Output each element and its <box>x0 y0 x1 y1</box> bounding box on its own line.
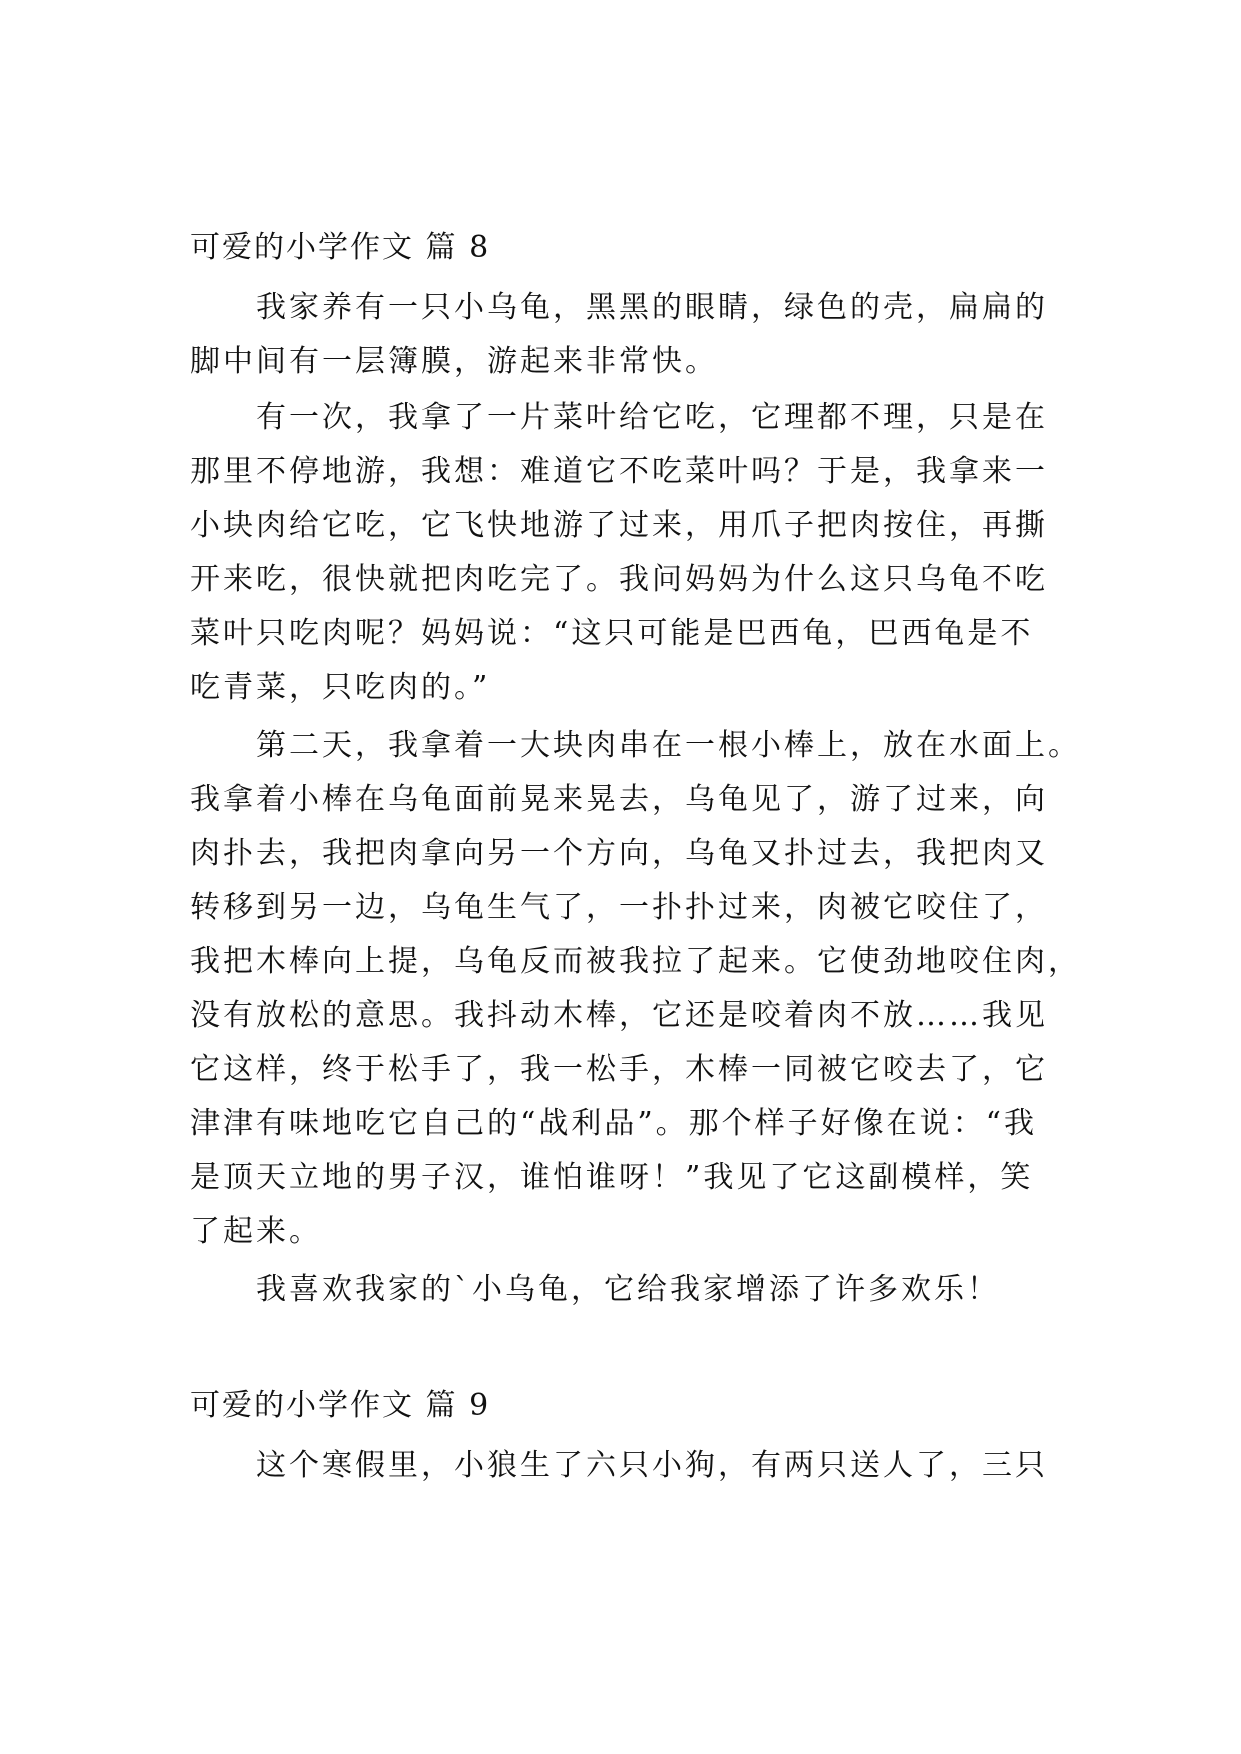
paragraph-line: 有一次，我拿了一片菜叶给它吃，它理都不理，只是在 <box>256 400 1048 435</box>
paragraph-line: 我家养有一只小乌龟，黑黑的眼睛，绿色的壳，扁扁的 <box>256 290 1048 325</box>
paragraph-line: 是顶天立地的男子汉，谁怕谁呀！”我见了它这副模样，笑 <box>190 1160 1034 1195</box>
paragraph-line: 吃青菜，只吃肉的。” <box>190 670 491 705</box>
paragraph-line: 小块肉给它吃，它飞快地游了过来，用爪子把肉按住，再撕 <box>190 508 1048 543</box>
paragraph-line: 它这样，终于松手了，我一松手，木棒一同被它咬去了，它 <box>190 1052 1048 1087</box>
paragraph-line: 津津有味地吃它自己的“战利品”。那个样子好像在说：“我 <box>190 1106 1038 1141</box>
paragraph-line: 我拿着小棒在乌龟面前晃来晃去，乌龟见了，游了过来，向 <box>190 782 1048 817</box>
paragraph-line: 我喜欢我家的`小乌龟，它给我家增添了许多欢乐！ <box>256 1272 1000 1307</box>
paragraph-line: 那里不停地游，我想：难道它不吃菜叶吗？于是，我拿来一 <box>190 454 1048 489</box>
paragraph-line: 了起来。 <box>190 1214 322 1249</box>
paragraph-line: 菜叶只吃肉呢？妈妈说：“这只可能是巴西龟，巴西龟是不 <box>190 616 1034 651</box>
section-title: 可爱的小学作文 篇 9 <box>190 1388 491 1423</box>
paragraph-line: 开来吃，很快就把肉吃完了。我问妈妈为什么这只乌龟不吃 <box>190 562 1048 597</box>
paragraph-line: 第二天，我拿着一大块肉串在一根小棒上，放在水面上。 <box>256 728 1081 763</box>
paragraph-line: 肉扑去，我把肉拿向另一个方向，乌龟又扑过去，我把肉又 <box>190 836 1048 871</box>
paragraph-line: 这个寒假里，小狼生了六只小狗，有两只送人了，三只 <box>256 1448 1048 1483</box>
section-title: 可爱的小学作文 篇 8 <box>190 230 491 265</box>
paragraph-line: 脚中间有一层簿膜，游起来非常快。 <box>190 344 718 379</box>
paragraph-line: 没有放松的意思。我抖动木棒，它还是咬着肉不放……我见 <box>190 998 1048 1033</box>
paragraph-line: 转移到另一边，乌龟生气了，一扑扑过来，肉被它咬住了， <box>190 890 1048 925</box>
paragraph-line: 我把木棒向上提，乌龟反而被我拉了起来。它使劲地咬住肉， <box>190 944 1081 979</box>
